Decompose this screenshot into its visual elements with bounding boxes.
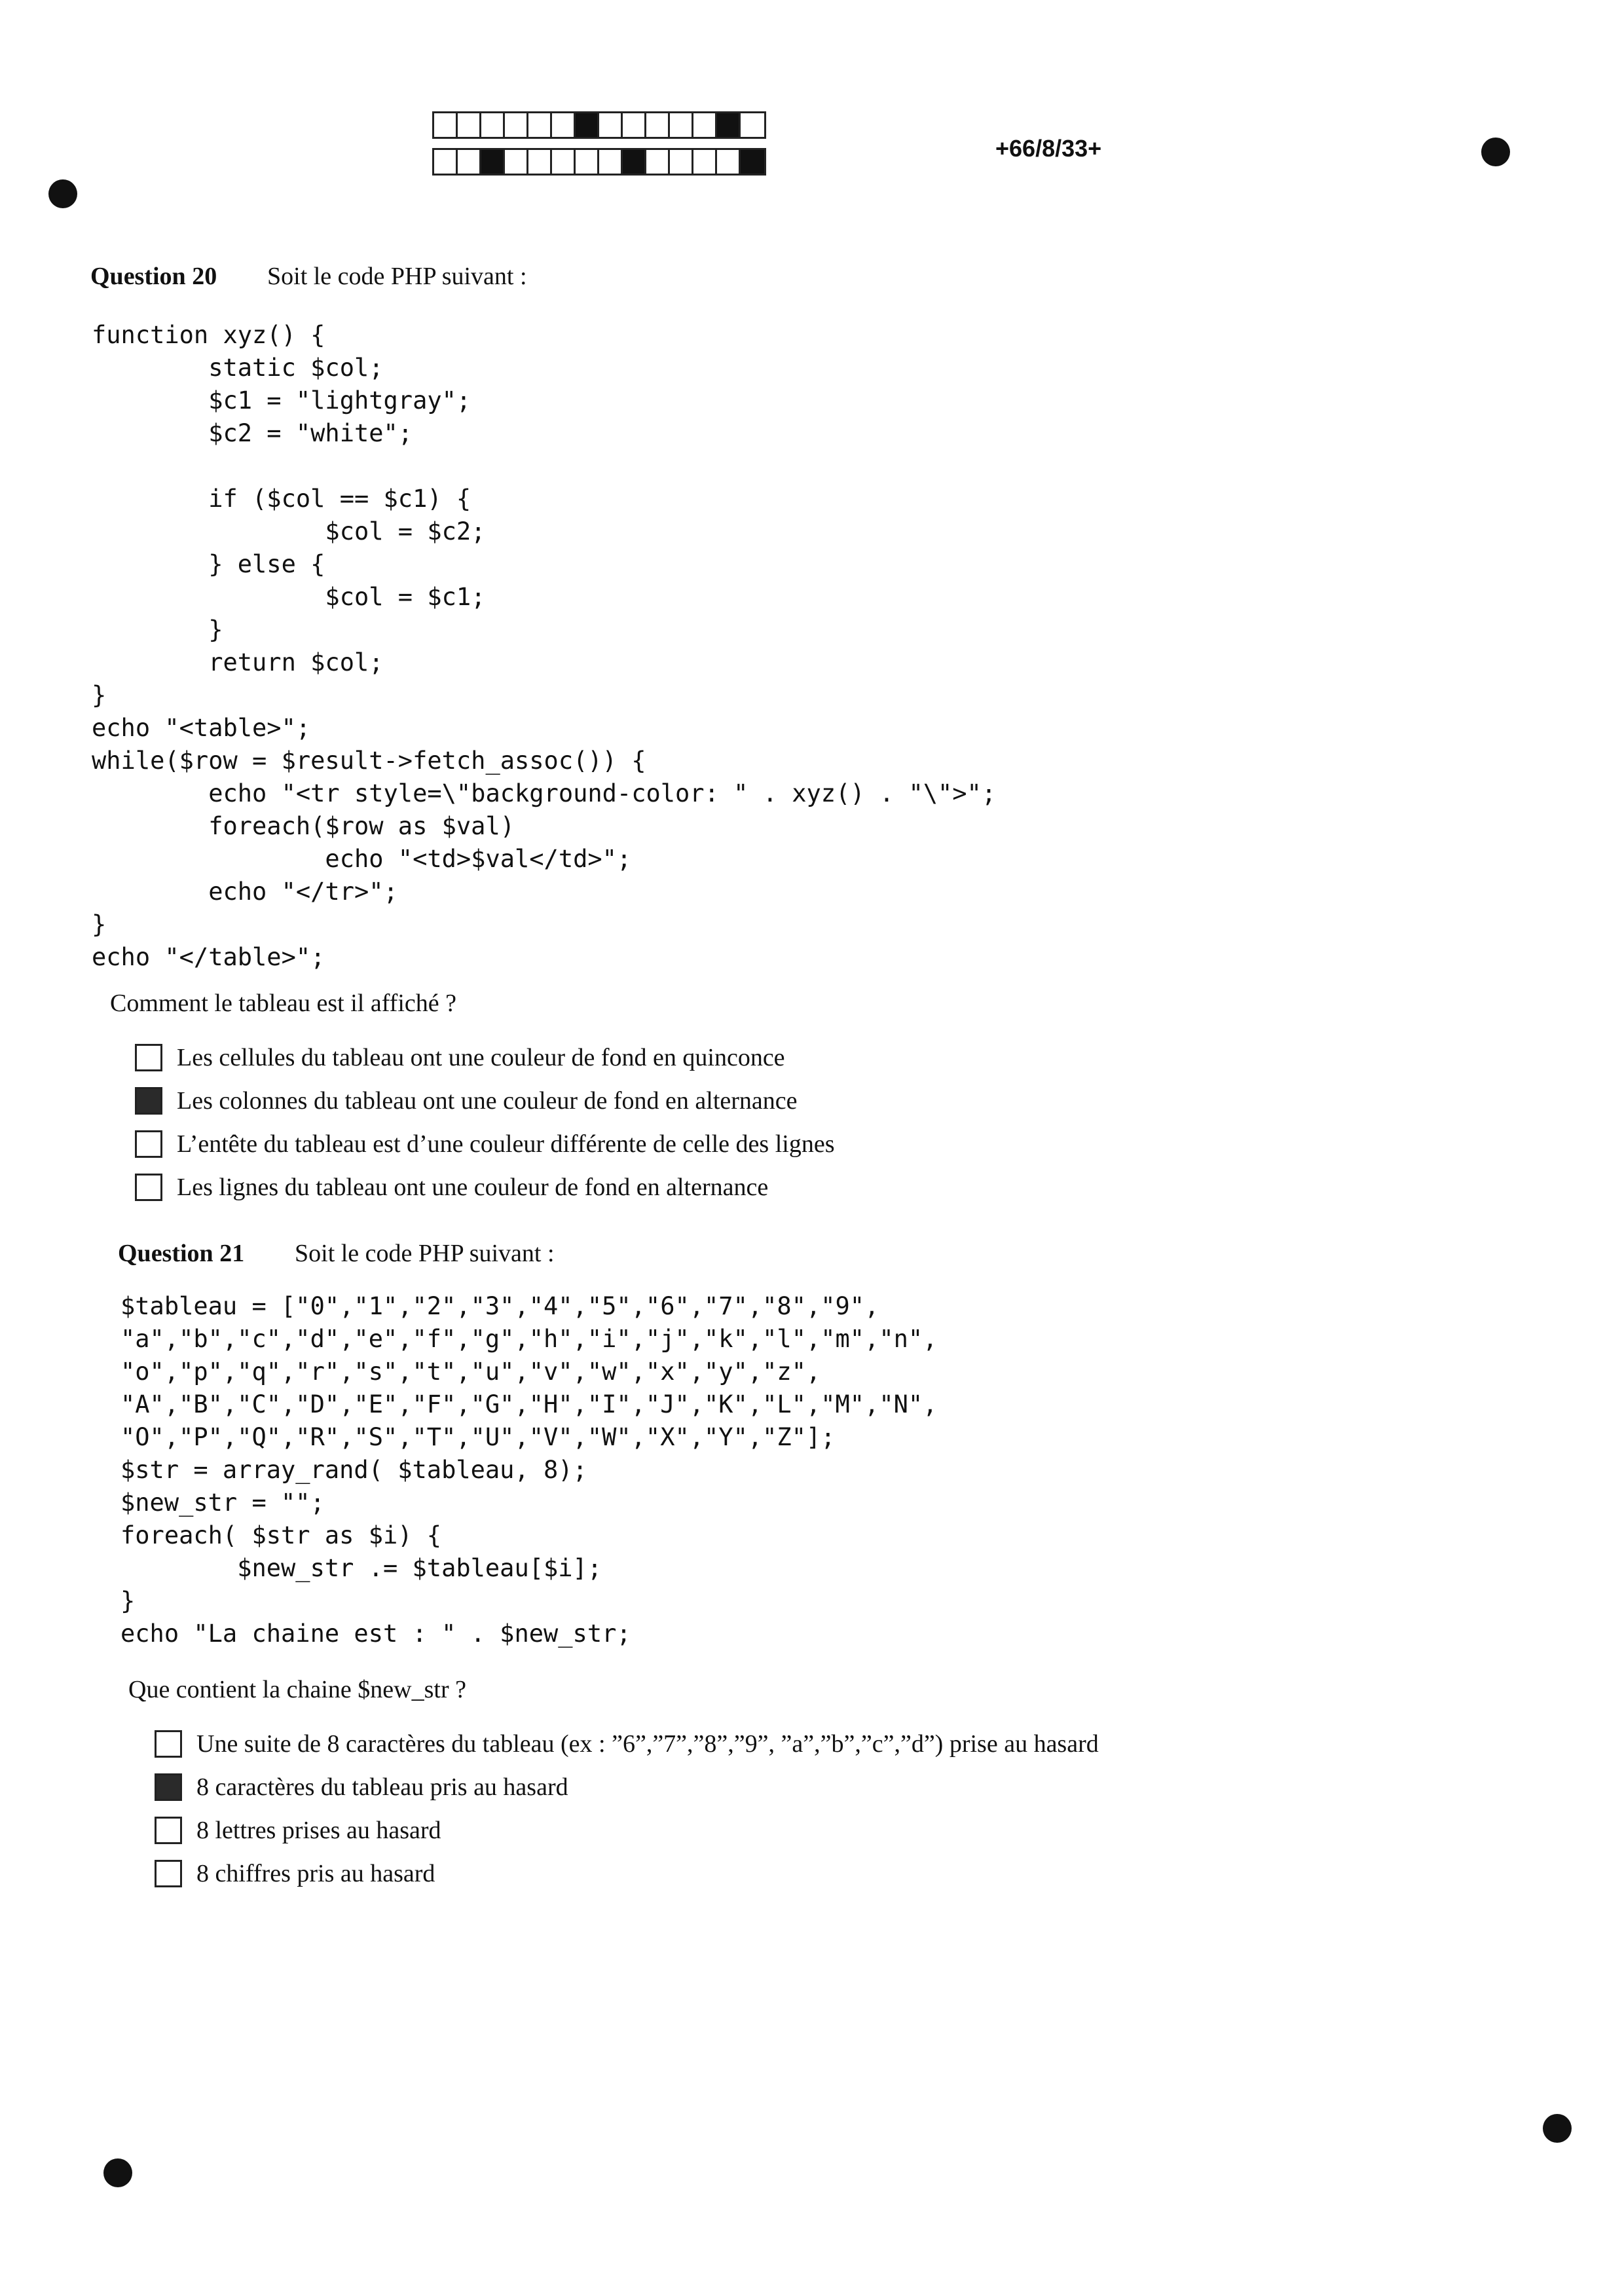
question-number: Question 21 bbox=[118, 1240, 245, 1267]
answer-checkbox[interactable] bbox=[135, 1044, 162, 1071]
answer-label: 8 caractères du tableau pris au hasard bbox=[196, 1773, 568, 1801]
answer-option[interactable] bbox=[135, 1166, 834, 1209]
question-21-answers bbox=[155, 1722, 1099, 1895]
answer-option[interactable] bbox=[155, 1722, 1099, 1766]
answer-option[interactable] bbox=[155, 1852, 1099, 1895]
registration-mark-top-right bbox=[1481, 138, 1510, 166]
question-intro: Soit le code PHP suivant : bbox=[267, 263, 527, 290]
answer-label: 8 chiffres pris au hasard bbox=[196, 1860, 435, 1887]
id-grid-cell bbox=[458, 150, 481, 174]
id-grid-cell bbox=[481, 113, 505, 137]
id-grid-cell-filled bbox=[741, 150, 764, 174]
question-intro: Soit le code PHP suivant : bbox=[295, 1240, 555, 1267]
id-grid-cell bbox=[693, 113, 717, 137]
answer-option[interactable] bbox=[135, 1079, 834, 1122]
answer-label: Une suite de 8 caractères du tableau (ex : ”6”,”7”,”8”,”9”, ”a”,”b”,”c”,”d”) prise au hasard bbox=[196, 1730, 1099, 1758]
id-grid-row-bottom bbox=[432, 148, 766, 176]
question-20-code: function xyz() { static $col; $c1 = "lightgray"; $c2 = "white"; if ($col == $c1) { $col = $c2; } else { $col = $c1; } return $col; } echo "<table>"; while($row = $result->fetch_assoc()) { echo "<tr style=\"background-color: " . xyz() . "\">"; foreach($row as $val) echo "<td>$val</td>"; echo "</tr>"; } echo "</table>"; bbox=[92, 321, 997, 971]
question-21-header bbox=[118, 1239, 555, 1268]
id-grid-cell bbox=[434, 150, 458, 174]
answer-checkbox[interactable] bbox=[155, 1730, 182, 1758]
question-20-prompt: Comment le tableau est il affiché ? bbox=[110, 990, 456, 1017]
id-grid-cell bbox=[528, 150, 552, 174]
id-grid-cell bbox=[458, 113, 481, 137]
question-21-prompt: Que contient la chaine $new_str ? bbox=[128, 1676, 466, 1703]
answer-option[interactable] bbox=[155, 1766, 1099, 1809]
id-grid-cell bbox=[717, 150, 741, 174]
id-grid-cell bbox=[646, 150, 670, 174]
id-grid-cell bbox=[670, 113, 693, 137]
id-grid-cell-filled bbox=[623, 150, 646, 174]
registration-mark-top-left bbox=[48, 179, 77, 208]
answer-label: Les cellules du tableau ont une couleur de fond en quinconce bbox=[177, 1044, 785, 1071]
answer-checkbox-checked[interactable] bbox=[135, 1087, 162, 1115]
id-grid-cell bbox=[693, 150, 717, 174]
id-grid-cell bbox=[670, 150, 693, 174]
id-grid-cell bbox=[576, 150, 599, 174]
answer-option[interactable] bbox=[135, 1036, 834, 1079]
id-grid-cell bbox=[623, 113, 646, 137]
id-grid-cell-filled bbox=[576, 113, 599, 137]
answer-option[interactable] bbox=[135, 1122, 834, 1166]
id-grid-row-top bbox=[432, 111, 766, 139]
registration-mark-bottom-right bbox=[1543, 2114, 1572, 2143]
answer-checkbox[interactable] bbox=[155, 1817, 182, 1844]
answer-label: Les lignes du tableau ont une couleur de fond en alternance bbox=[177, 1174, 769, 1201]
answer-label: L’entête du tableau est d’une couleur différente de celle des lignes bbox=[177, 1130, 835, 1158]
id-grid-cell bbox=[741, 113, 764, 137]
id-grid-cell bbox=[552, 150, 576, 174]
id-grid-cell bbox=[646, 113, 670, 137]
answer-checkbox[interactable] bbox=[155, 1860, 182, 1887]
question-21-code: $tableau = ["0","1","2","3","4","5","6","7","8","9", "a","b","c","d","e","f","g","h","i","j","k","l","m","n", "o","p","q","r","s","t","u","v","w","x","y","z", "A","B","C","D","E","F","G","H","I","J","K","L","M","N", "O","P","Q","R","S","T","U","V","W","X","Y","Z"]; $str = array_rand( $tableau, 8); $new_str = ""; foreach( $str as $i) { $new_str .= $tableau[$i]; } echo "La chaine est : " . $new_str; bbox=[120, 1292, 938, 1648]
answer-checkbox[interactable] bbox=[135, 1174, 162, 1201]
id-grid-cell bbox=[528, 113, 552, 137]
id-grid-cell-filled bbox=[481, 150, 505, 174]
id-grid-cell bbox=[505, 113, 528, 137]
id-grid-cell bbox=[552, 113, 576, 137]
question-20-answers bbox=[135, 1036, 834, 1209]
id-grid-cell bbox=[434, 113, 458, 137]
question-20-header bbox=[90, 262, 527, 291]
id-grid-cell bbox=[599, 113, 623, 137]
registration-mark-bottom-left bbox=[103, 2158, 132, 2187]
id-grid-cell bbox=[599, 150, 623, 174]
page-code: +66/8/33+ bbox=[995, 135, 1102, 162]
answer-checkbox[interactable] bbox=[135, 1130, 162, 1158]
question-number: Question 20 bbox=[90, 263, 217, 290]
answer-option[interactable] bbox=[155, 1809, 1099, 1852]
id-grid-cell bbox=[505, 150, 528, 174]
answer-label: Les colonnes du tableau ont une couleur de fond en alternance bbox=[177, 1087, 798, 1115]
id-grid-cell-filled bbox=[717, 113, 741, 137]
answer-checkbox-checked[interactable] bbox=[155, 1773, 182, 1801]
answer-label: 8 lettres prises au hasard bbox=[196, 1817, 441, 1844]
